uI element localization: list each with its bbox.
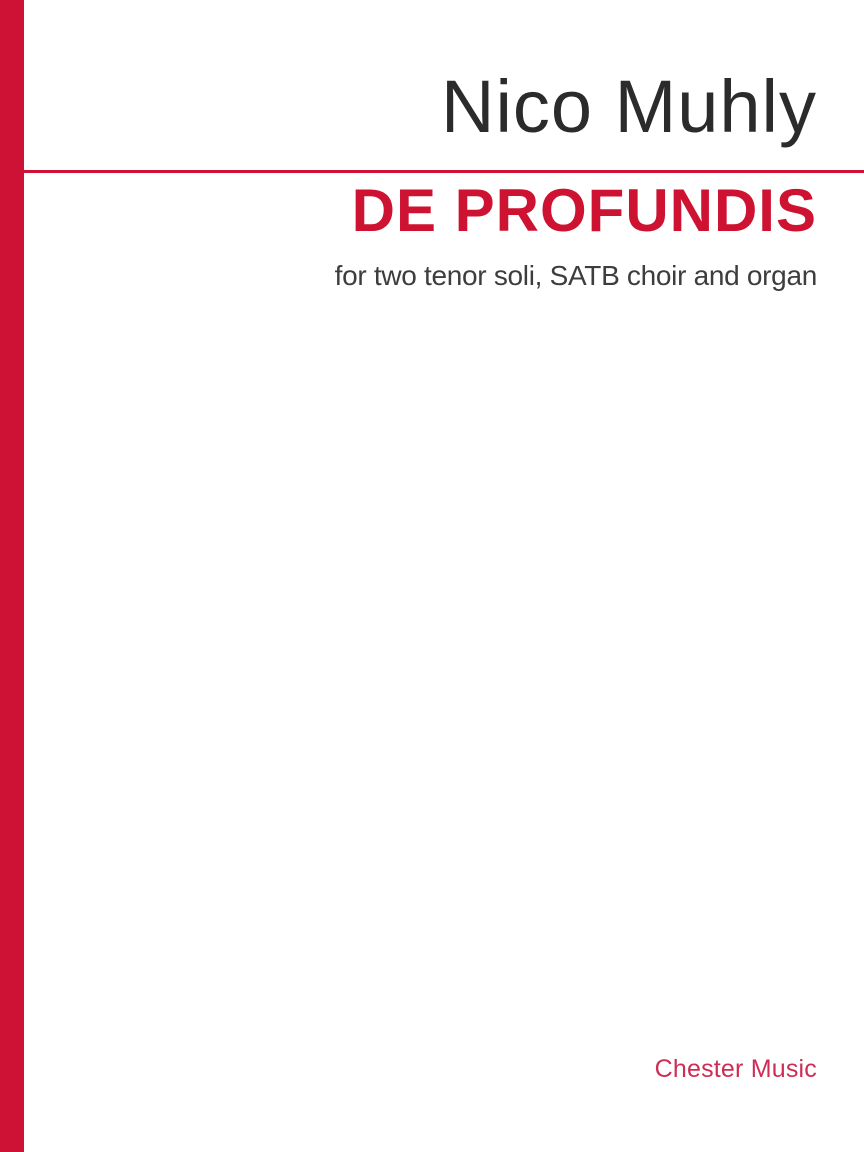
divider-rule	[24, 170, 864, 173]
work-title: DE PROFUNDIS	[351, 177, 817, 244]
left-accent-stripe	[0, 0, 24, 1152]
composer-name: Nico Muhly	[441, 65, 817, 148]
work-subtitle: for two tenor soli, SATB choir and organ	[334, 260, 817, 291]
publisher-imprint: Chester Music	[654, 1055, 817, 1083]
